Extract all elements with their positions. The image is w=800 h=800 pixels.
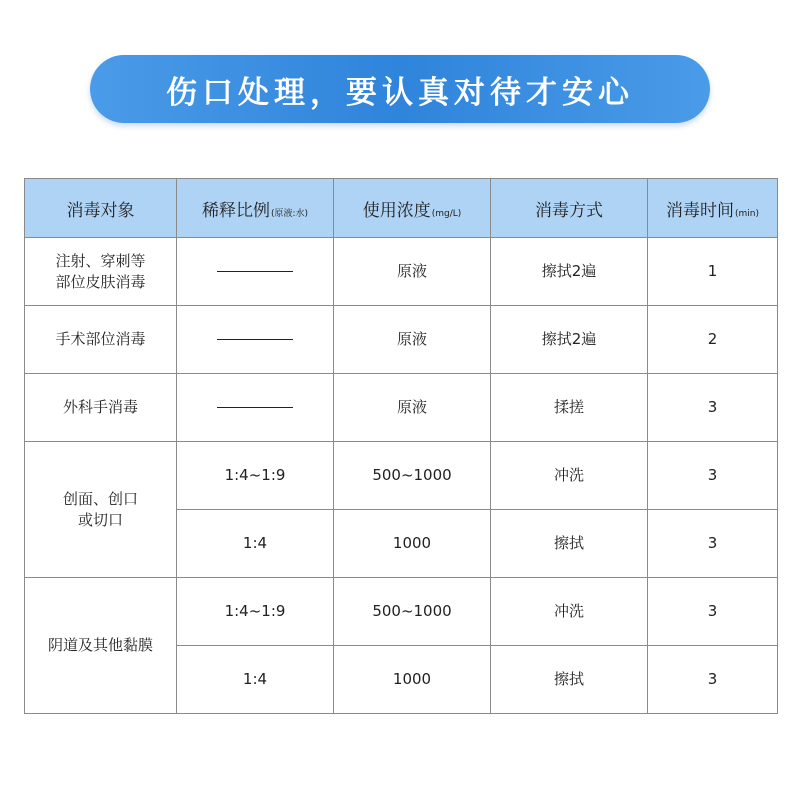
- cell-concentration: 500~1000: [334, 442, 491, 510]
- cell-method: 擦拭2遍: [491, 306, 648, 374]
- cell-ratio: 1:4: [177, 510, 334, 578]
- dash-line: [217, 407, 293, 408]
- table-row: [25, 238, 778, 306]
- cell-method: 擦拭2遍: [491, 238, 648, 306]
- header-object: 消毒对象: [25, 179, 177, 238]
- cell-time: 3: [648, 374, 778, 442]
- header-method: 消毒方式: [491, 179, 648, 238]
- table-header-row: [25, 179, 778, 238]
- cell-time: 1: [648, 238, 778, 306]
- dash-line: [217, 339, 293, 340]
- cell-method: 擦拭: [491, 510, 648, 578]
- title-banner: [90, 55, 710, 123]
- dash-line: [217, 271, 293, 272]
- cell-object: 注射、穿刺等 部位皮肤消毒: [25, 238, 177, 306]
- cell-concentration: 500~1000: [334, 578, 491, 646]
- cell-time: 3: [648, 578, 778, 646]
- cell-object: 手术部位消毒: [25, 306, 177, 374]
- table-row: [25, 374, 778, 442]
- cell-concentration: 原液: [334, 306, 491, 374]
- header-ratio: 稀释比例(原液:水): [177, 179, 334, 238]
- cell-concentration: 原液: [334, 374, 491, 442]
- header-ratio-unit: (原液:水): [270, 208, 309, 219]
- cell-ratio: [177, 374, 334, 442]
- cell-object: 外科手消毒: [25, 374, 177, 442]
- cell-method: 擦拭: [491, 646, 648, 714]
- cell-concentration: 1000: [334, 646, 491, 714]
- cell-method: 揉搓: [491, 374, 648, 442]
- header-concentration: 使用浓度(mg/L): [334, 179, 491, 238]
- header-concentration-unit: (mg/L): [431, 208, 462, 219]
- cell-time: 3: [648, 510, 778, 578]
- cell-ratio: 1:4~1:9: [177, 442, 334, 510]
- cell-ratio: 1:4: [177, 646, 334, 714]
- header-time: 消毒时间(min): [648, 179, 778, 238]
- cell-object: 创面、创口 或切口: [25, 442, 177, 578]
- cell-method: 冲洗: [491, 442, 648, 510]
- table-row: [25, 306, 778, 374]
- disinfection-table: [24, 178, 778, 714]
- cell-ratio: [177, 306, 334, 374]
- cell-object: 阴道及其他黏膜: [25, 578, 177, 714]
- cell-ratio: 1:4~1:9: [177, 578, 334, 646]
- header-time-unit: (min): [735, 208, 759, 219]
- table-row: [25, 442, 778, 510]
- banner-title: 伤口处理，要认真对待才安心: [166, 74, 634, 111]
- cell-concentration: 1000: [334, 510, 491, 578]
- cell-time: 3: [648, 442, 778, 510]
- cell-time: 3: [648, 646, 778, 714]
- cell-concentration: 原液: [334, 238, 491, 306]
- table-row: [25, 578, 778, 646]
- cell-method: 冲洗: [491, 578, 648, 646]
- cell-ratio: [177, 238, 334, 306]
- cell-time: 2: [648, 306, 778, 374]
